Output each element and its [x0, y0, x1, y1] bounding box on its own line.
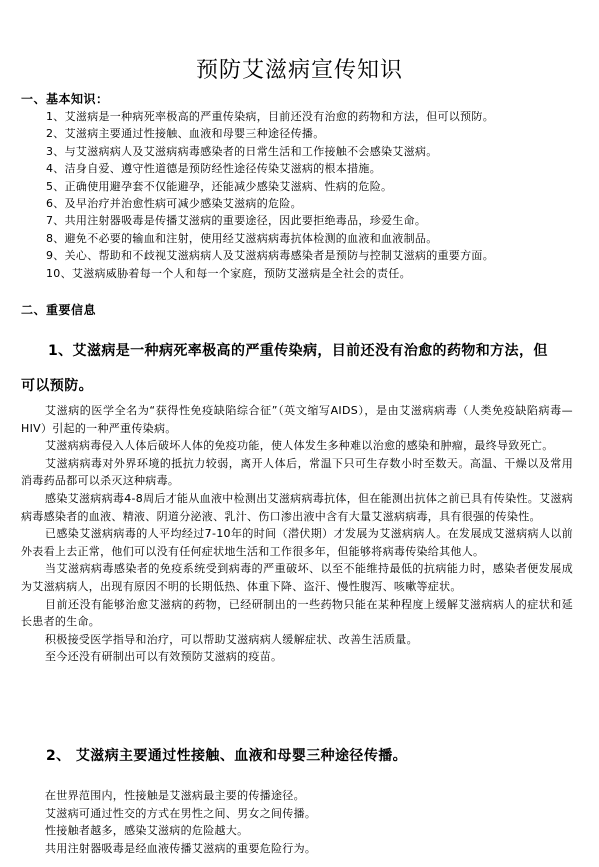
- article-1-heading-line-1: 1、艾滋病是一种病死率极高的严重传染病，目前还没有治愈的药物和方法，但: [48, 343, 548, 359]
- article-1-paragraph: 艾滋病的医学全名为“获得性免疫缺陷综合征”（英文缩写AIDS），是由艾滋病病毒（人类免疫缺陷病毒—HIV）引起的一种严重传染病。: [21, 404, 573, 435]
- basic-knowledge-list: [46, 108, 494, 282]
- article-1-body: [21, 402, 573, 666]
- article-1-paragraph: 目前还没有能够治愈艾滋病的药物，已经研制出的一些药物只能在某种程度上缓解艾滋病病人的症状和延长患者的生命。: [21, 597, 573, 629]
- article-2-line: 性接触者越多，感染艾滋病的危险越大。: [45, 824, 249, 838]
- article-2-line: 共用注射器吸毒是经血液传播艾滋病的重要危险行为。: [45, 841, 317, 855]
- article-1-paragraph: 至今还没有研制出可以有效预防艾滋病的疫苗。: [45, 650, 283, 664]
- article-1-paragraph: 已感染艾滋病病毒的人平均经过7-10年的时间（潜伏期）才发展为艾滋病病人。在发展成艾滋病病人以前外表看上去正常，他们可以没有任何症状地生活和工作很多年，但能够将病毒传染给其他人。: [21, 527, 573, 558]
- list-item: 3、与艾滋病病人及艾滋病病毒感染者的日常生活和工作接触不会感染艾滋病。: [46, 144, 438, 158]
- list-item: 7、共用注射器吸毒是传播艾滋病的重要途径，因此要拒绝毒品，珍爱生命。: [46, 214, 427, 228]
- list-item: 6、及早治疗并治愈性病可减少感染艾滋病的危险。: [46, 197, 302, 211]
- list-item: 2、艾滋病主要通过性接触、血液和母婴三种途径传播。: [46, 127, 325, 141]
- article-1-heading-line-2: 可以预防。: [21, 378, 93, 394]
- list-item: 9、关心、帮助和不歧视艾滋病病人及艾滋病病毒感染者是预防与控制艾滋病的重要方面。: [46, 249, 494, 263]
- article-1-paragraph: 积极接受医学指导和治疗，可以帮助艾滋病病人缓解症状、改善生活质量。: [45, 632, 418, 646]
- section-heading-important: 二、重要信息: [21, 303, 97, 317]
- article-2-body: [45, 787, 316, 857]
- article-2-line: 在世界范围内，性接触是艾滋病最主要的传播途径。: [45, 789, 305, 802]
- article-1-paragraph: 艾滋病病毒侵入人体后破坏人体的免疫功能，使人体发生多种难以治愈的感染和肿瘤，最终导致死亡。: [45, 439, 554, 453]
- page-title: 预防艾滋病宣传知识: [195, 57, 403, 83]
- list-item: 1、艾滋病是一种病死率极高的严重传染病，目前还没有治愈的药物和方法，但可以预防。: [46, 110, 494, 123]
- article-2-heading: 2、 艾滋病主要通过性接触、血液和母婴三种途径传播。: [46, 748, 408, 764]
- section-heading-basic: 一、基本知识：: [21, 92, 109, 106]
- article-1-paragraph: 当艾滋病病毒感染者的免疫系统受到病毒的严重破坏、以至不能维持最低的抗病能力时，感染者便发展成为艾滋病病人，出现有原因不明的长期低热、体重下降、盗汗、慢性腹泻、咳嗽等症状。: [21, 562, 573, 593]
- article-1-paragraph: 艾滋病病毒对外界环境的抵抗力较弱，离开人体后，常温下只可生存数小时至数天。高温、干燥以及常用消毒药品都可以杀灭这种病毒。: [21, 456, 573, 488]
- list-item: 5、正确使用避孕套不仅能避孕，还能减少感染艾滋病、性病的危险。: [46, 179, 393, 193]
- list-item: 8、避免不必要的输血和注射，使用经艾滋病病毒抗体检测的血液和血液制品。: [46, 231, 438, 245]
- list-item: 10、艾滋病威胁着每一个人和每一个家庭，预防艾滋病是全社会的责任。: [46, 266, 411, 280]
- list-item: 4、洁身自爱、遵守性道德是预防经性途径传染艾滋病的根本措施。: [46, 162, 381, 176]
- article-1-paragraph: 感染艾滋病病毒4-8周后才能从血液中检测出艾滋病病毒抗体，但在能测出抗体之前已具有传染性。艾滋病病毒感染者的血液、精液、阴道分泌液、乳汁、伤口渗出液中含有大量艾滋病病毒，具有很强的传染性。: [21, 491, 573, 523]
- article-2-line: 艾滋病可通过性交的方式在男性之间、男女之间传播。: [45, 806, 317, 820]
